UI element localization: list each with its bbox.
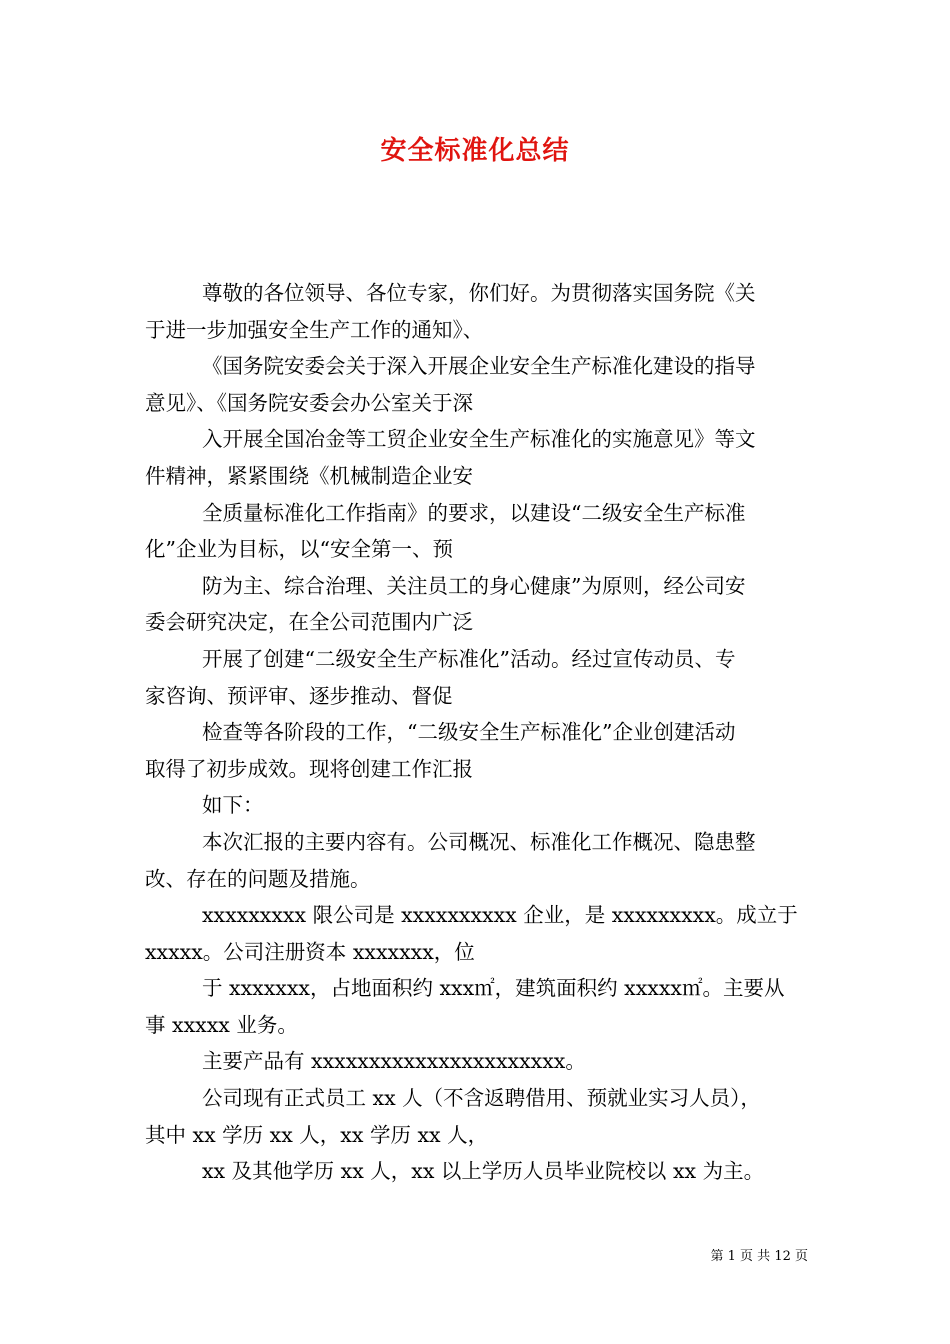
text-line: 化”企业为目标，以“安全第一、预 [145, 537, 453, 562]
text-line: 改、存在的问题及措施。 [145, 866, 371, 891]
text-line: 委会研究决定，在全公司范围内广泛 [145, 610, 473, 635]
page-number: 第 1 页 共 12 页 [710, 1249, 808, 1264]
text-line: 主要产品有 xxxxxxxxxxxxxxxxxxxxxx。 [202, 1049, 586, 1074]
document-title: 安全标准化总结 [380, 136, 570, 166]
text-line: 于进一步加强安全生产工作的通知》、 [145, 317, 484, 342]
text-line: 入开展全国冶金等工贸企业安全生产标准化的实施意见》等文 [202, 427, 756, 452]
document-body [145, 275, 810, 1190]
text-line: 如下： [202, 793, 264, 818]
text-line: xx 及其他学历 xx 人，xx 以上学历人员毕业院校以 xx 为主。 [202, 1159, 765, 1184]
text-line: 开展了创建“二级安全生产标准化”活动。经过宣传动员、专 [202, 646, 736, 671]
text-line: 公司现有正式员工 xx 人（不含返聘借用、预就业实习人员）， [202, 1086, 761, 1111]
text-line: 尊敬的各位领导、各位专家，你们好。为贯彻落实国务院《关 [202, 281, 756, 305]
text-line: 家咨询、预评审、逐步推动、督促 [145, 683, 453, 708]
text-line: 《国务院安委会关于深入开展企业安全生产标准化建设的指导 [202, 354, 756, 379]
text-line: 检查等各阶段的工作，“二级安全生产标准化”企业创建活动 [202, 720, 736, 745]
text-line: 防为主、综合治理、关注员工的身心健康”为原则，经公司安 [202, 573, 746, 598]
text-line: xxxxx。公司注册资本 xxxxxxx，位 [145, 939, 475, 964]
text-line: 事 xxxxx 业务。 [145, 1012, 298, 1037]
text-line: xxxxxxxxx 限公司是 xxxxxxxxxx 企业，是 xxxxxxxxx。成立于 [202, 903, 798, 928]
text-line: 意见》、《国务院安委会办公室关于深 [145, 390, 473, 415]
text-line: 于 xxxxxxx，占地面积约 xxx㎡，建筑面积约 xxxxx㎡。主要从 [202, 976, 785, 1001]
text-line: 取得了初步成效。现将创建工作汇报 [145, 756, 473, 781]
text-line: 其中 xx 学历 xx 人，xx 学历 xx 人， [145, 1122, 489, 1147]
text-line: 件精神，紧紧围绕《机械制造企业安 [145, 463, 473, 488]
text-line: 本次汇报的主要内容有。公司概况、标准化工作概况、隐患整 [202, 829, 756, 854]
text-line: 全质量标准化工作指南》的要求，以建设“二级安全生产标准 [202, 500, 746, 525]
